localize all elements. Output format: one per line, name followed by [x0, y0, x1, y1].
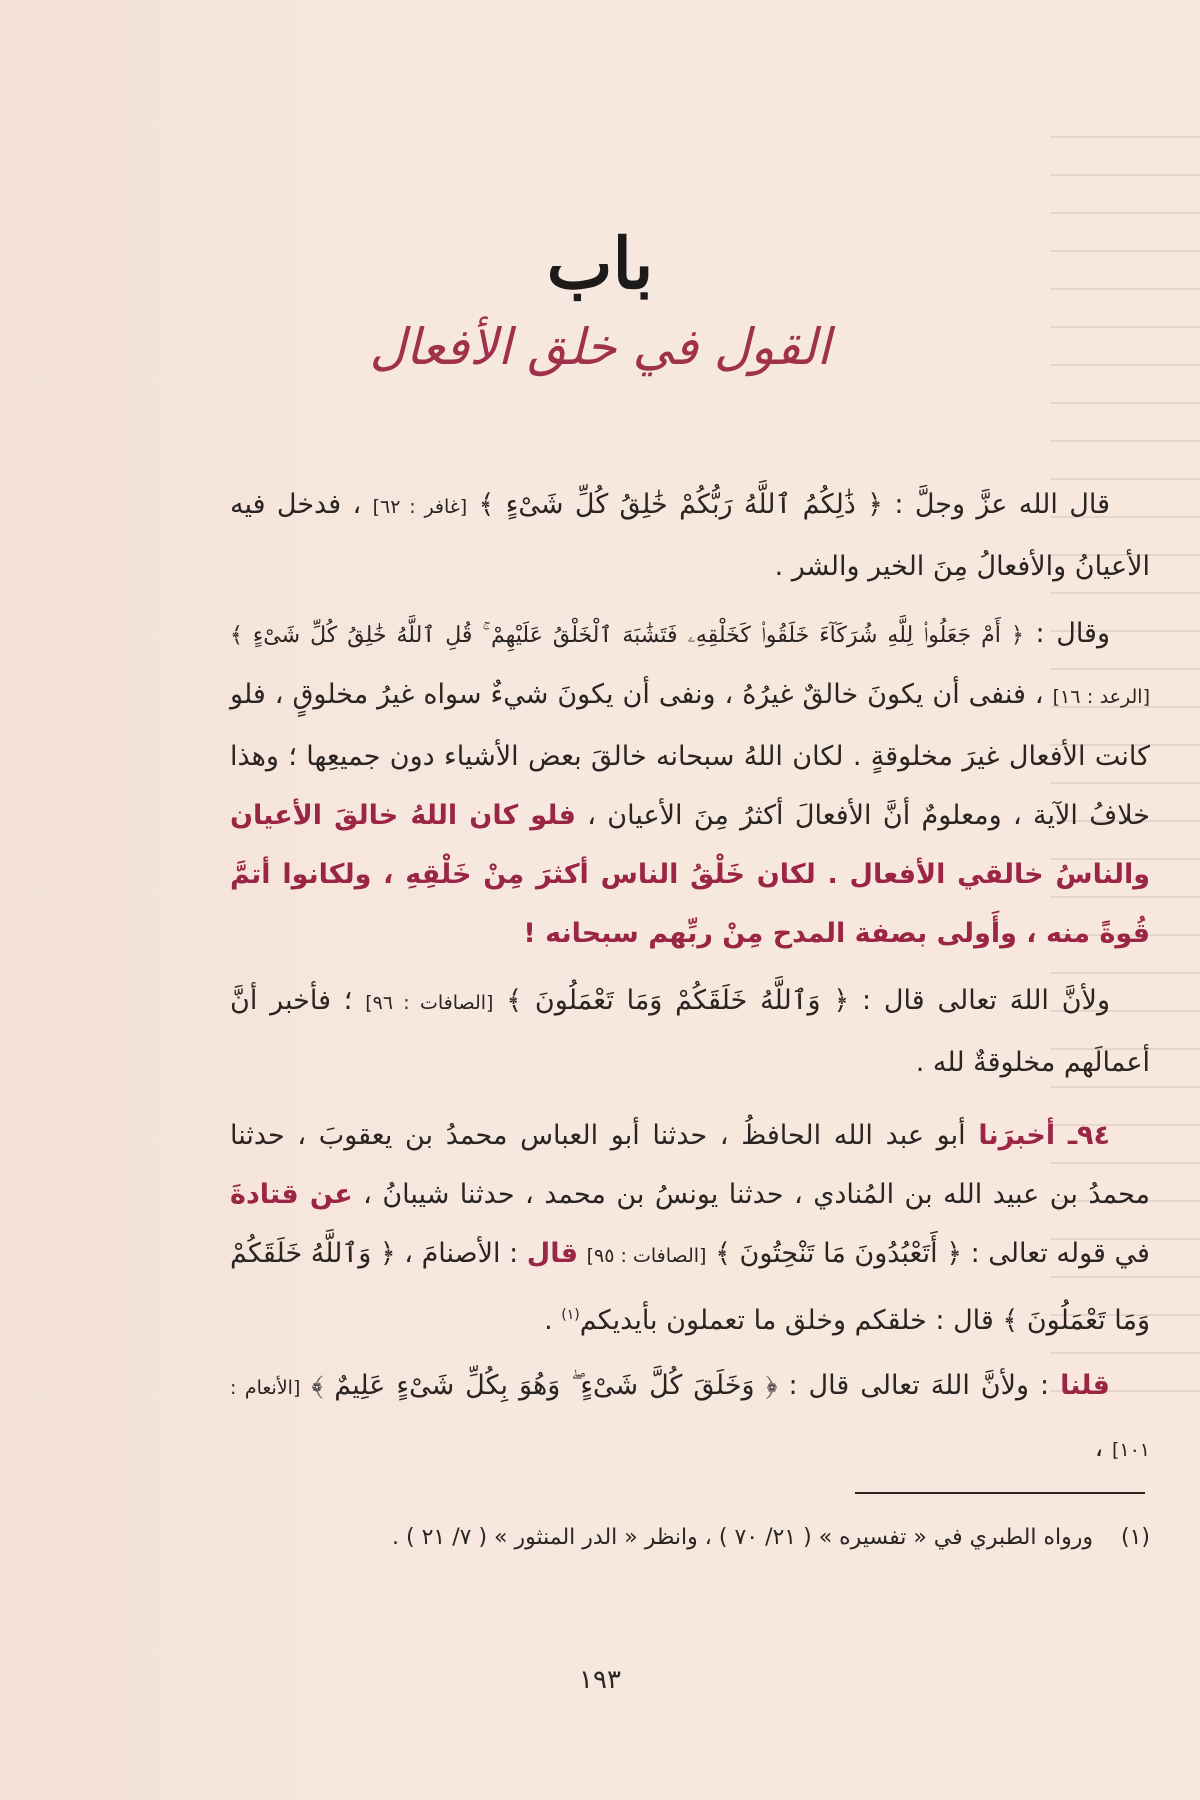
quran-verse: ﴿ وَٱللَّهُ خَلَقَكُمْ وَمَا تَعْمَلُونَ ﴾ [230, 1238, 1150, 1336]
intro: قال الله عزَّ وجلَّ : [894, 489, 1110, 520]
footnote-text: ورواه الطبري في « تفسيره » ( ٢١/ ٧٠ ) ، وانظر « الدر المنثور » ( ٧/ ٢١ ) . [392, 1525, 1093, 1550]
hadith-text: : الأصنامَ ، [404, 1238, 519, 1269]
hadith-94 [230, 1106, 1150, 1350]
hadith-text: في قوله تعالى : [970, 1238, 1150, 1269]
paragraph-text: ، فدخل فيه الأعيانُ والأفعالُ مِنَ الخير والشر . [230, 489, 1150, 582]
paragraph-2 [230, 604, 1150, 963]
verse-reference: [الأنعام : ١٠١] [230, 1377, 1150, 1461]
footnote-divider [855, 1492, 1145, 1494]
main-text [230, 475, 1150, 1480]
intro: : ولأنَّ اللهَ تعالى قال : [788, 1370, 1050, 1401]
verse-reference: [الصافات : ٩٦] [365, 992, 494, 1014]
hadith-akhbarana: أخبرَنا [978, 1120, 1056, 1151]
quran-verse: ﴿ وَخَلَقَ كُلَّ شَىْءٍ ۖ وَهُوَ بِكُلِّ شَىْءٍ عَلِيمٌ ﴾ [311, 1370, 778, 1401]
intro: ولأنَّ اللهَ تعالى قال : [862, 985, 1110, 1016]
page-number: ١٩٣ [579, 1665, 621, 1695]
highlighted-text: فلو كان اللهُ خالقَ الأعيان والناسُ خالقي الأفعال . لكان خَلْقُ الناس أكثرَ مِنْ خَلْقِهِ ، ولكانوا أتمَّ قُوةً منه ، وأَولى بصفة المدح مِنْ ربِّهم سبحانه ! [230, 800, 1150, 949]
quran-verse: ﴿ أَتَعْبُدُونَ مَا تَنْحِتُونَ ﴾ [715, 1238, 963, 1269]
verse-reference: [غافر : ٦٢] [372, 496, 468, 518]
quran-verse: ﴿ ذَٰلِكُمُ ٱللَّهُ رَبُّكُمْ خَٰلِقُ كُلِّ شَىْءٍ ﴾ [478, 489, 883, 520]
punctuation: ، [1094, 1432, 1104, 1463]
paragraph-text: ؛ فأخبر أنَّ أعمالَهم مخلوقةٌ لله . [230, 985, 1150, 1078]
qulna-label: قلنا [1060, 1370, 1110, 1401]
punctuation: . [544, 1305, 553, 1336]
verse-reference: [الرعد : ١٦] [1052, 686, 1150, 708]
chapter-label: باب [546, 222, 654, 305]
intro: وقال : [1035, 618, 1110, 649]
hadith-qatada: عن قتادةَ [230, 1179, 353, 1210]
footnote-marker: (١) [1120, 1525, 1150, 1550]
hadith-explanation: قال : خلقكم وخلق ما تعملون بأيديكم [579, 1305, 994, 1336]
hadith-chain: أبو عبد الله الحافظُ ، حدثنا أبو العباس محمدُ بن يعقوبَ ، حدثنا محمدُ بن عبيد الله بن المُنادي ، حدثنا يونسُ بن محمد ، حدثنا شيبانُ ، [230, 1120, 1150, 1210]
paragraph-text: ، فنفى أن يكونَ خالقٌ غيرُهُ ، ونفى أن يكونَ شيءٌ سواه غيرُ مخلوقٍ ، فلو كانت الأفعال غيرَ مخلوقةٍ . لكان اللهُ سبحانه خالقَ بعض الأشياء دون جميعِها ؛ وهذا خلافُ الآية ، ومعلومٌ أنَّ الأفعالَ أكثرُ مِنَ الأعيان ، [230, 679, 1150, 831]
paragraph-1 [230, 475, 1150, 596]
qulna-paragraph [230, 1356, 1150, 1480]
quran-verse: ﴿ أَمْ جَعَلُوا۟ لِلَّهِ شُرَكَآءَ خَلَقُوا۟ كَخَلْقِهِۦ فَتَشَٰبَهَ ٱلْخَلْقُ عَلَيْهِمْ ۚ قُلِ ٱللَّهُ خَٰلِقُ كُلِّ شَىْءٍ ﴾ [230, 623, 1024, 648]
quran-verse: ﴿ وَٱللَّهُ خَلَقَكُمْ وَمَا تَعْمَلُونَ ﴾ [506, 985, 850, 1016]
verse-reference: [الصافات : ٩٥] [586, 1245, 707, 1267]
footnote-1 [230, 1525, 1150, 1550]
paragraph-3 [230, 971, 1150, 1092]
hadith-qal: قال [526, 1238, 579, 1269]
footnote-marker: (١) [561, 1307, 580, 1323]
hadith-number: ٩٤ـ [1067, 1120, 1111, 1151]
chapter-title: القول في خلق الأفعال [369, 318, 831, 376]
